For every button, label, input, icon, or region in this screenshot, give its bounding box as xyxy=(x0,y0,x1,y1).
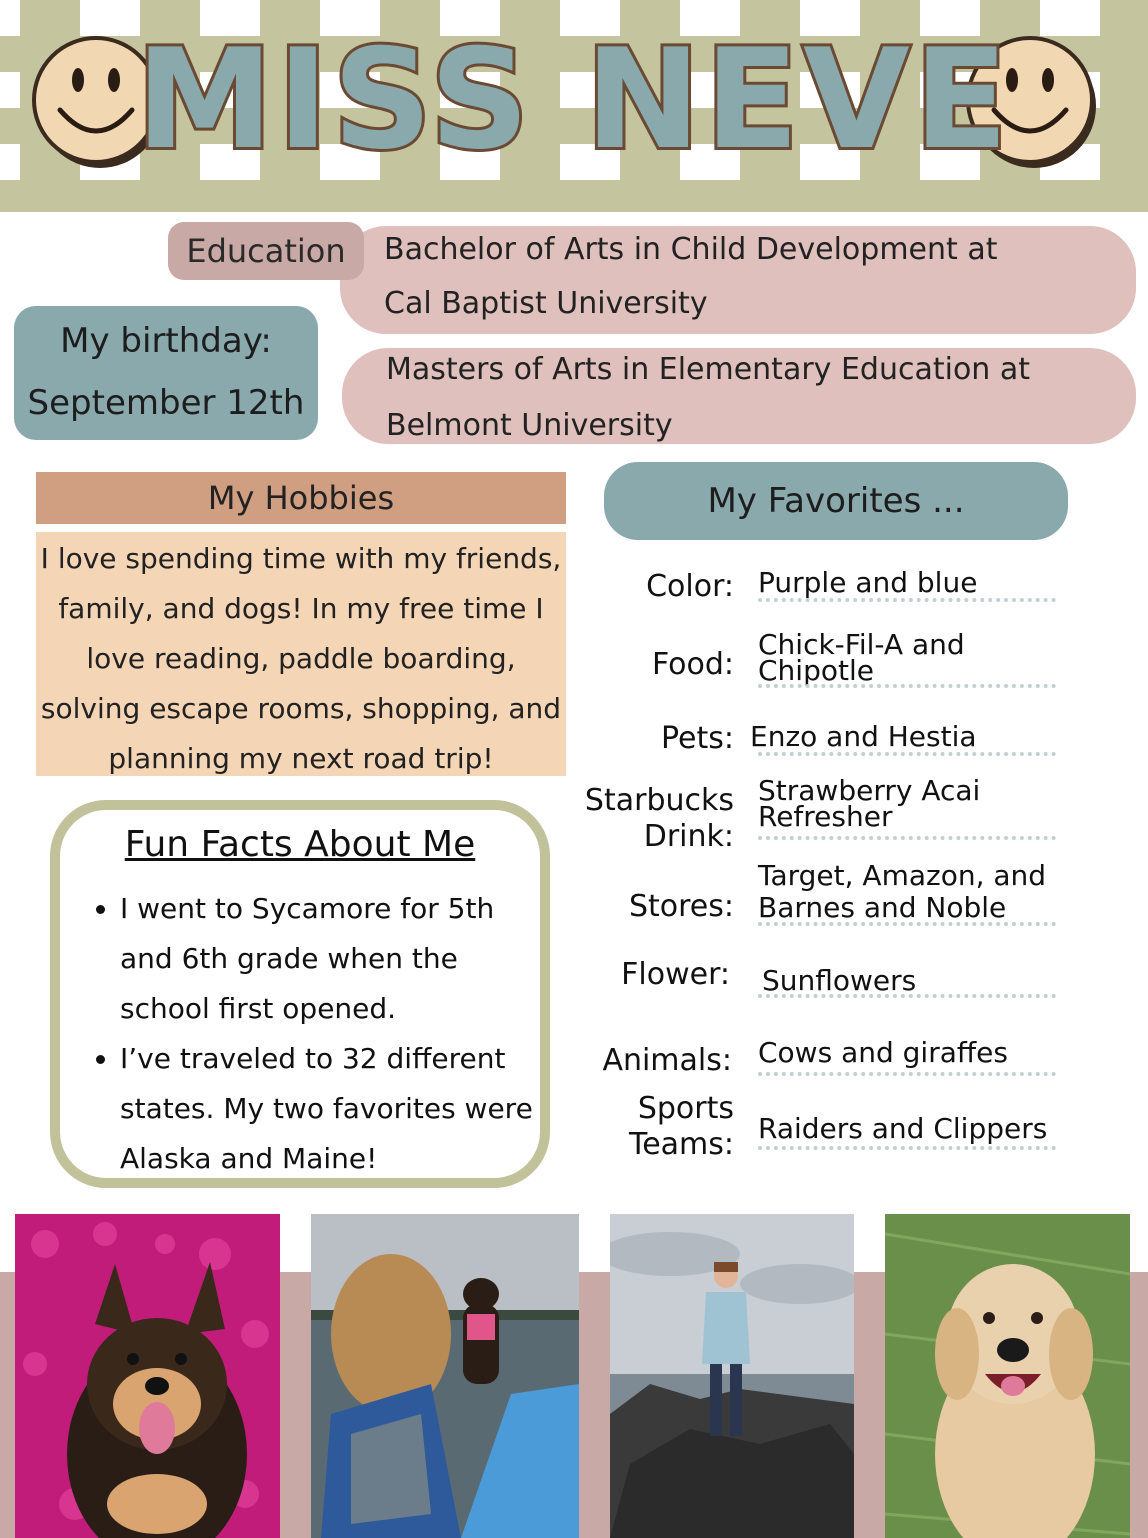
favorite-row-starbucks xyxy=(580,776,1060,856)
education-bachelor-pill xyxy=(340,226,1136,334)
dotted-divider xyxy=(758,752,1056,756)
dotted-divider xyxy=(758,836,1056,840)
page-title: MISS NEVE xyxy=(135,19,1013,180)
dotted-divider xyxy=(758,1146,1056,1150)
favorite-row-pets xyxy=(580,718,1060,760)
dotted-divider xyxy=(758,922,1056,926)
favorite-row-flower xyxy=(580,956,1060,1004)
education-bachelor-line2: Cal Baptist University xyxy=(384,286,708,321)
education-masters-pill xyxy=(342,348,1136,444)
favorite-value: Sunflowers xyxy=(762,964,917,997)
favorite-row-stores xyxy=(580,858,1060,932)
hobbies-text: I love spending time with my friends, family, and dogs! In my free time I love reading, paddle boarding, solving escape rooms, shopping, and planning my next road trip! xyxy=(36,532,566,776)
fun-fact-item: • I went to Sycamore for 5th and 6th grade when the school first opened. xyxy=(120,884,540,1034)
favorite-row-food xyxy=(580,628,1060,694)
favorites-heading: My Favorites ... xyxy=(604,462,1068,540)
fun-facts-title: Fun Facts About Me xyxy=(124,824,476,865)
dotted-divider xyxy=(758,994,1056,998)
dotted-divider xyxy=(758,1072,1056,1076)
education-label: Education xyxy=(168,222,364,280)
dotted-divider xyxy=(758,598,1056,602)
favorite-label: Drink: xyxy=(643,819,734,854)
fun-facts-box xyxy=(50,800,550,1188)
favorite-row-color xyxy=(580,564,1060,606)
education-masters-line1: Masters of Arts in Elementary Education at xyxy=(386,352,1030,387)
birthday-card xyxy=(14,306,318,440)
favorite-label: Animals: xyxy=(602,1043,732,1078)
fun-facts-list xyxy=(82,884,540,1184)
favorite-value: Chick-Fil-A and Chipotle xyxy=(758,628,965,687)
favorite-value: Cows and giraffes xyxy=(758,1036,1008,1069)
favorite-value: Enzo and Hestia xyxy=(750,720,977,753)
favorite-label: Sports xyxy=(637,1091,734,1126)
person-on-rocks-photo xyxy=(610,1214,854,1538)
favorite-value: Target, Amazon, and Barnes and Noble xyxy=(758,859,1047,924)
hobbies-heading: My Hobbies xyxy=(36,472,566,524)
favorite-row-sports xyxy=(580,1092,1060,1164)
favorite-value: Purple and blue xyxy=(758,566,978,599)
paddleboard-dogs-photo xyxy=(311,1214,579,1538)
favorite-label: Stores: xyxy=(628,889,734,924)
favorite-label: Flower: xyxy=(621,957,730,992)
fun-fact-item: • I’ve traveled to 32 different states. My two favorites were Alaska and Maine! xyxy=(120,1034,540,1184)
favorite-label: Color: xyxy=(646,569,734,604)
dog-photo xyxy=(15,1214,280,1538)
favorite-label: Pets: xyxy=(661,721,734,756)
education-bachelor-line1: Bachelor of Arts in Child Development at xyxy=(384,232,998,267)
favorite-label: Starbucks xyxy=(584,783,734,818)
favorite-row-animals xyxy=(580,1036,1060,1084)
dotted-divider xyxy=(758,684,1056,688)
birthday-date: September 12th xyxy=(27,383,305,423)
golden-retriever-photo xyxy=(885,1214,1130,1538)
favorite-value: Strawberry Acai Refresher xyxy=(758,774,981,833)
favorite-label: Teams: xyxy=(628,1127,734,1162)
education-masters-line2: Belmont University xyxy=(386,408,673,443)
birthday-label: My birthday: xyxy=(60,321,272,361)
favorite-label: Food: xyxy=(651,647,734,682)
favorite-value: Raiders and Clippers xyxy=(758,1112,1048,1145)
